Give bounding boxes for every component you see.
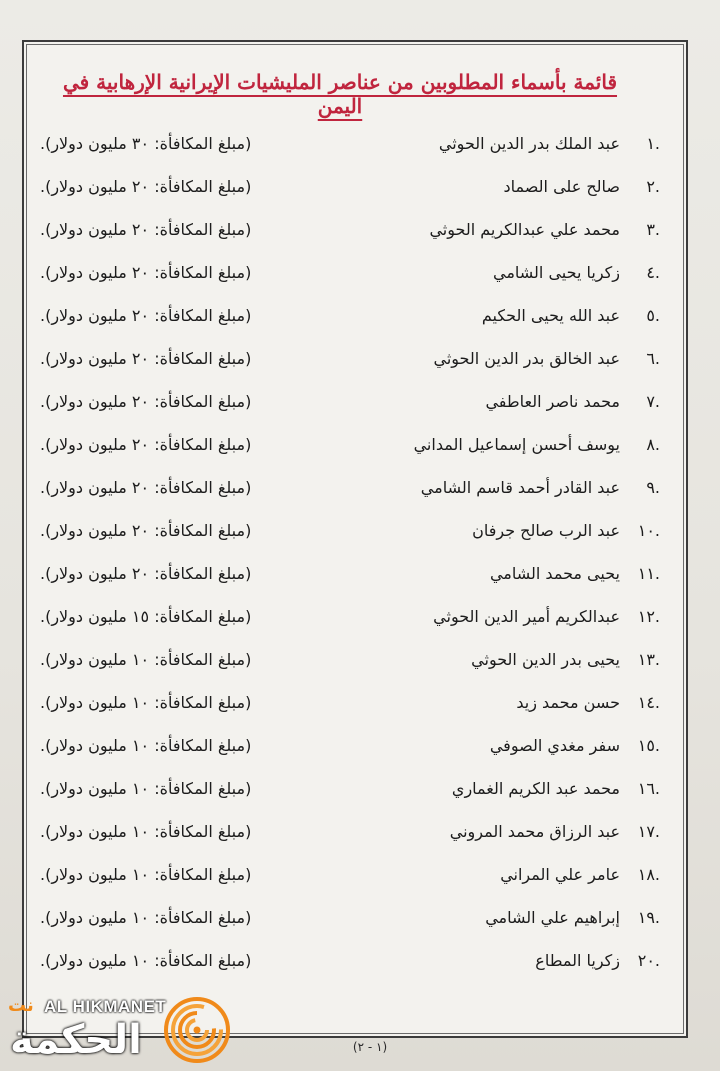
list-item <box>30 163 670 206</box>
reward-amount: (مبلغ المكافأة: ١٠ مليون دولار). <box>40 693 252 712</box>
item-number: .٥ <box>646 306 660 325</box>
list-item <box>30 593 670 636</box>
reward-amount: (مبلغ المكافأة: ٢٠ مليون دولار). <box>40 177 252 196</box>
list-item <box>30 550 670 593</box>
wanted-list <box>30 120 670 980</box>
watermark-logo <box>6 995 236 1065</box>
item-number: .١٥ <box>637 736 660 755</box>
person-name: زكريا يحيى الشامي <box>493 263 620 282</box>
person-name: يحيى محمد الشامي <box>489 564 620 583</box>
person-name: حسن محمد زيد <box>516 693 620 712</box>
item-number: .٧ <box>646 392 660 411</box>
item-number: .٢ <box>646 177 660 196</box>
logo-latin-text: AL HIKMANET <box>44 997 167 1016</box>
list-item <box>30 421 670 464</box>
person-name: عبد الخالق بدر الدين الحوثي <box>433 349 620 368</box>
reward-amount: (مبلغ المكافأة: ١٠ مليون دولار). <box>40 650 252 669</box>
person-name: إبراهيم علي الشامي <box>485 908 620 927</box>
person-name: يوسف أحسن إسماعيل المداني <box>413 435 620 454</box>
reward-amount: (مبلغ المكافأة: ٢٠ مليون دولار). <box>40 435 252 454</box>
list-item <box>30 464 670 507</box>
item-number: .١ <box>646 134 660 153</box>
document-title: قائمة بأسماء المطلوبين من عناصر المليشيات الإيرانية الإرهابية في اليمن <box>62 70 618 118</box>
reward-amount: (مبلغ المكافأة: ٢٠ مليون دولار). <box>40 521 252 540</box>
reward-amount: (مبلغ المكافأة: ٢٠ مليون دولار). <box>40 263 252 282</box>
person-name: عبد الله يحيى الحكيم <box>481 306 620 325</box>
logo-arabic-text: الحكمة <box>10 1017 142 1063</box>
list-item <box>30 120 670 163</box>
reward-amount: (مبلغ المكافأة: ٢٠ مليون دولار). <box>40 478 252 497</box>
list-item <box>30 507 670 550</box>
reward-amount: (مبلغ المكافأة: ٣٠ مليون دولار). <box>40 134 252 153</box>
list-item <box>30 378 670 421</box>
list-item <box>30 937 670 980</box>
logo-net-text: نت <box>8 995 34 1016</box>
item-number: .٢٠ <box>637 951 660 970</box>
person-name: زكريا المطاع <box>535 951 620 970</box>
person-name: عبد الرب صالح جرفان <box>472 521 620 540</box>
item-number: .١٦ <box>637 779 660 798</box>
item-number: .١٤ <box>637 693 660 712</box>
list-item <box>30 808 670 851</box>
list-item <box>30 894 670 937</box>
person-name: عامر علي المراني <box>500 865 620 884</box>
item-number: .١٩ <box>637 908 660 927</box>
person-name: عبد الملك بدر الدين الحوثي <box>438 134 620 153</box>
page-number: (١ - ٢) <box>352 1040 388 1054</box>
person-name: محمد ناصر العاطفي <box>485 392 620 411</box>
item-number: .١٠ <box>637 521 660 540</box>
item-number: .١٨ <box>637 865 660 884</box>
item-number: .١١ <box>637 564 660 583</box>
reward-amount: (مبلغ المكافأة: ١٠ مليون دولار). <box>40 951 252 970</box>
list-item <box>30 292 670 335</box>
list-item <box>30 335 670 378</box>
reward-amount: (مبلغ المكافأة: ٢٠ مليون دولار). <box>40 306 252 325</box>
reward-amount: (مبلغ المكافأة: ١٠ مليون دولار). <box>40 865 252 884</box>
item-number: .٣ <box>646 220 660 239</box>
reward-amount: (مبلغ المكافأة: ١٠ مليون دولار). <box>40 908 252 927</box>
person-name: يحيى بدر الدين الحوثي <box>471 650 620 669</box>
item-number: .١٣ <box>637 650 660 669</box>
person-name: سفر مغدي الصوفي <box>489 736 620 755</box>
person-name: محمد عبد الكريم الغماري <box>451 779 620 798</box>
person-name: صالح على الصماد <box>503 177 620 196</box>
item-number: .٤ <box>646 263 660 282</box>
reward-amount: (مبلغ المكافأة: ١٠ مليون دولار). <box>40 779 252 798</box>
list-item <box>30 249 670 292</box>
reward-amount: (مبلغ المكافأة: ٢٠ مليون دولار). <box>40 564 252 583</box>
reward-amount: (مبلغ المكافأة: ٢٠ مليون دولار). <box>40 392 252 411</box>
list-item <box>30 206 670 249</box>
person-name: عبد القادر أحمد قاسم الشامي <box>420 478 620 497</box>
item-number: .٩ <box>646 478 660 497</box>
item-number: .٦ <box>646 349 660 368</box>
list-item <box>30 679 670 722</box>
item-number: .١٢ <box>637 607 660 626</box>
list-item <box>30 851 670 894</box>
item-number: .٨ <box>646 435 660 454</box>
list-item <box>30 722 670 765</box>
reward-amount: (مبلغ المكافأة: ١٥ مليون دولار). <box>40 607 252 626</box>
swirl-logo-icon <box>164 997 230 1063</box>
reward-amount: (مبلغ المكافأة: ٢٠ مليون دولار). <box>40 349 252 368</box>
reward-amount: (مبلغ المكافأة: ١٠ مليون دولار). <box>40 822 252 841</box>
person-name: عبد الرزاق محمد المروني <box>449 822 620 841</box>
reward-amount: (مبلغ المكافأة: ١٠ مليون دولار). <box>40 736 252 755</box>
person-name: عبدالكريم أمير الدين الحوثي <box>433 607 620 626</box>
person-name: محمد علي عبدالكريم الحوثي <box>429 220 620 239</box>
item-number: .١٧ <box>637 822 660 841</box>
reward-amount: (مبلغ المكافأة: ٢٠ مليون دولار). <box>40 220 252 239</box>
list-item <box>30 765 670 808</box>
list-item <box>30 636 670 679</box>
